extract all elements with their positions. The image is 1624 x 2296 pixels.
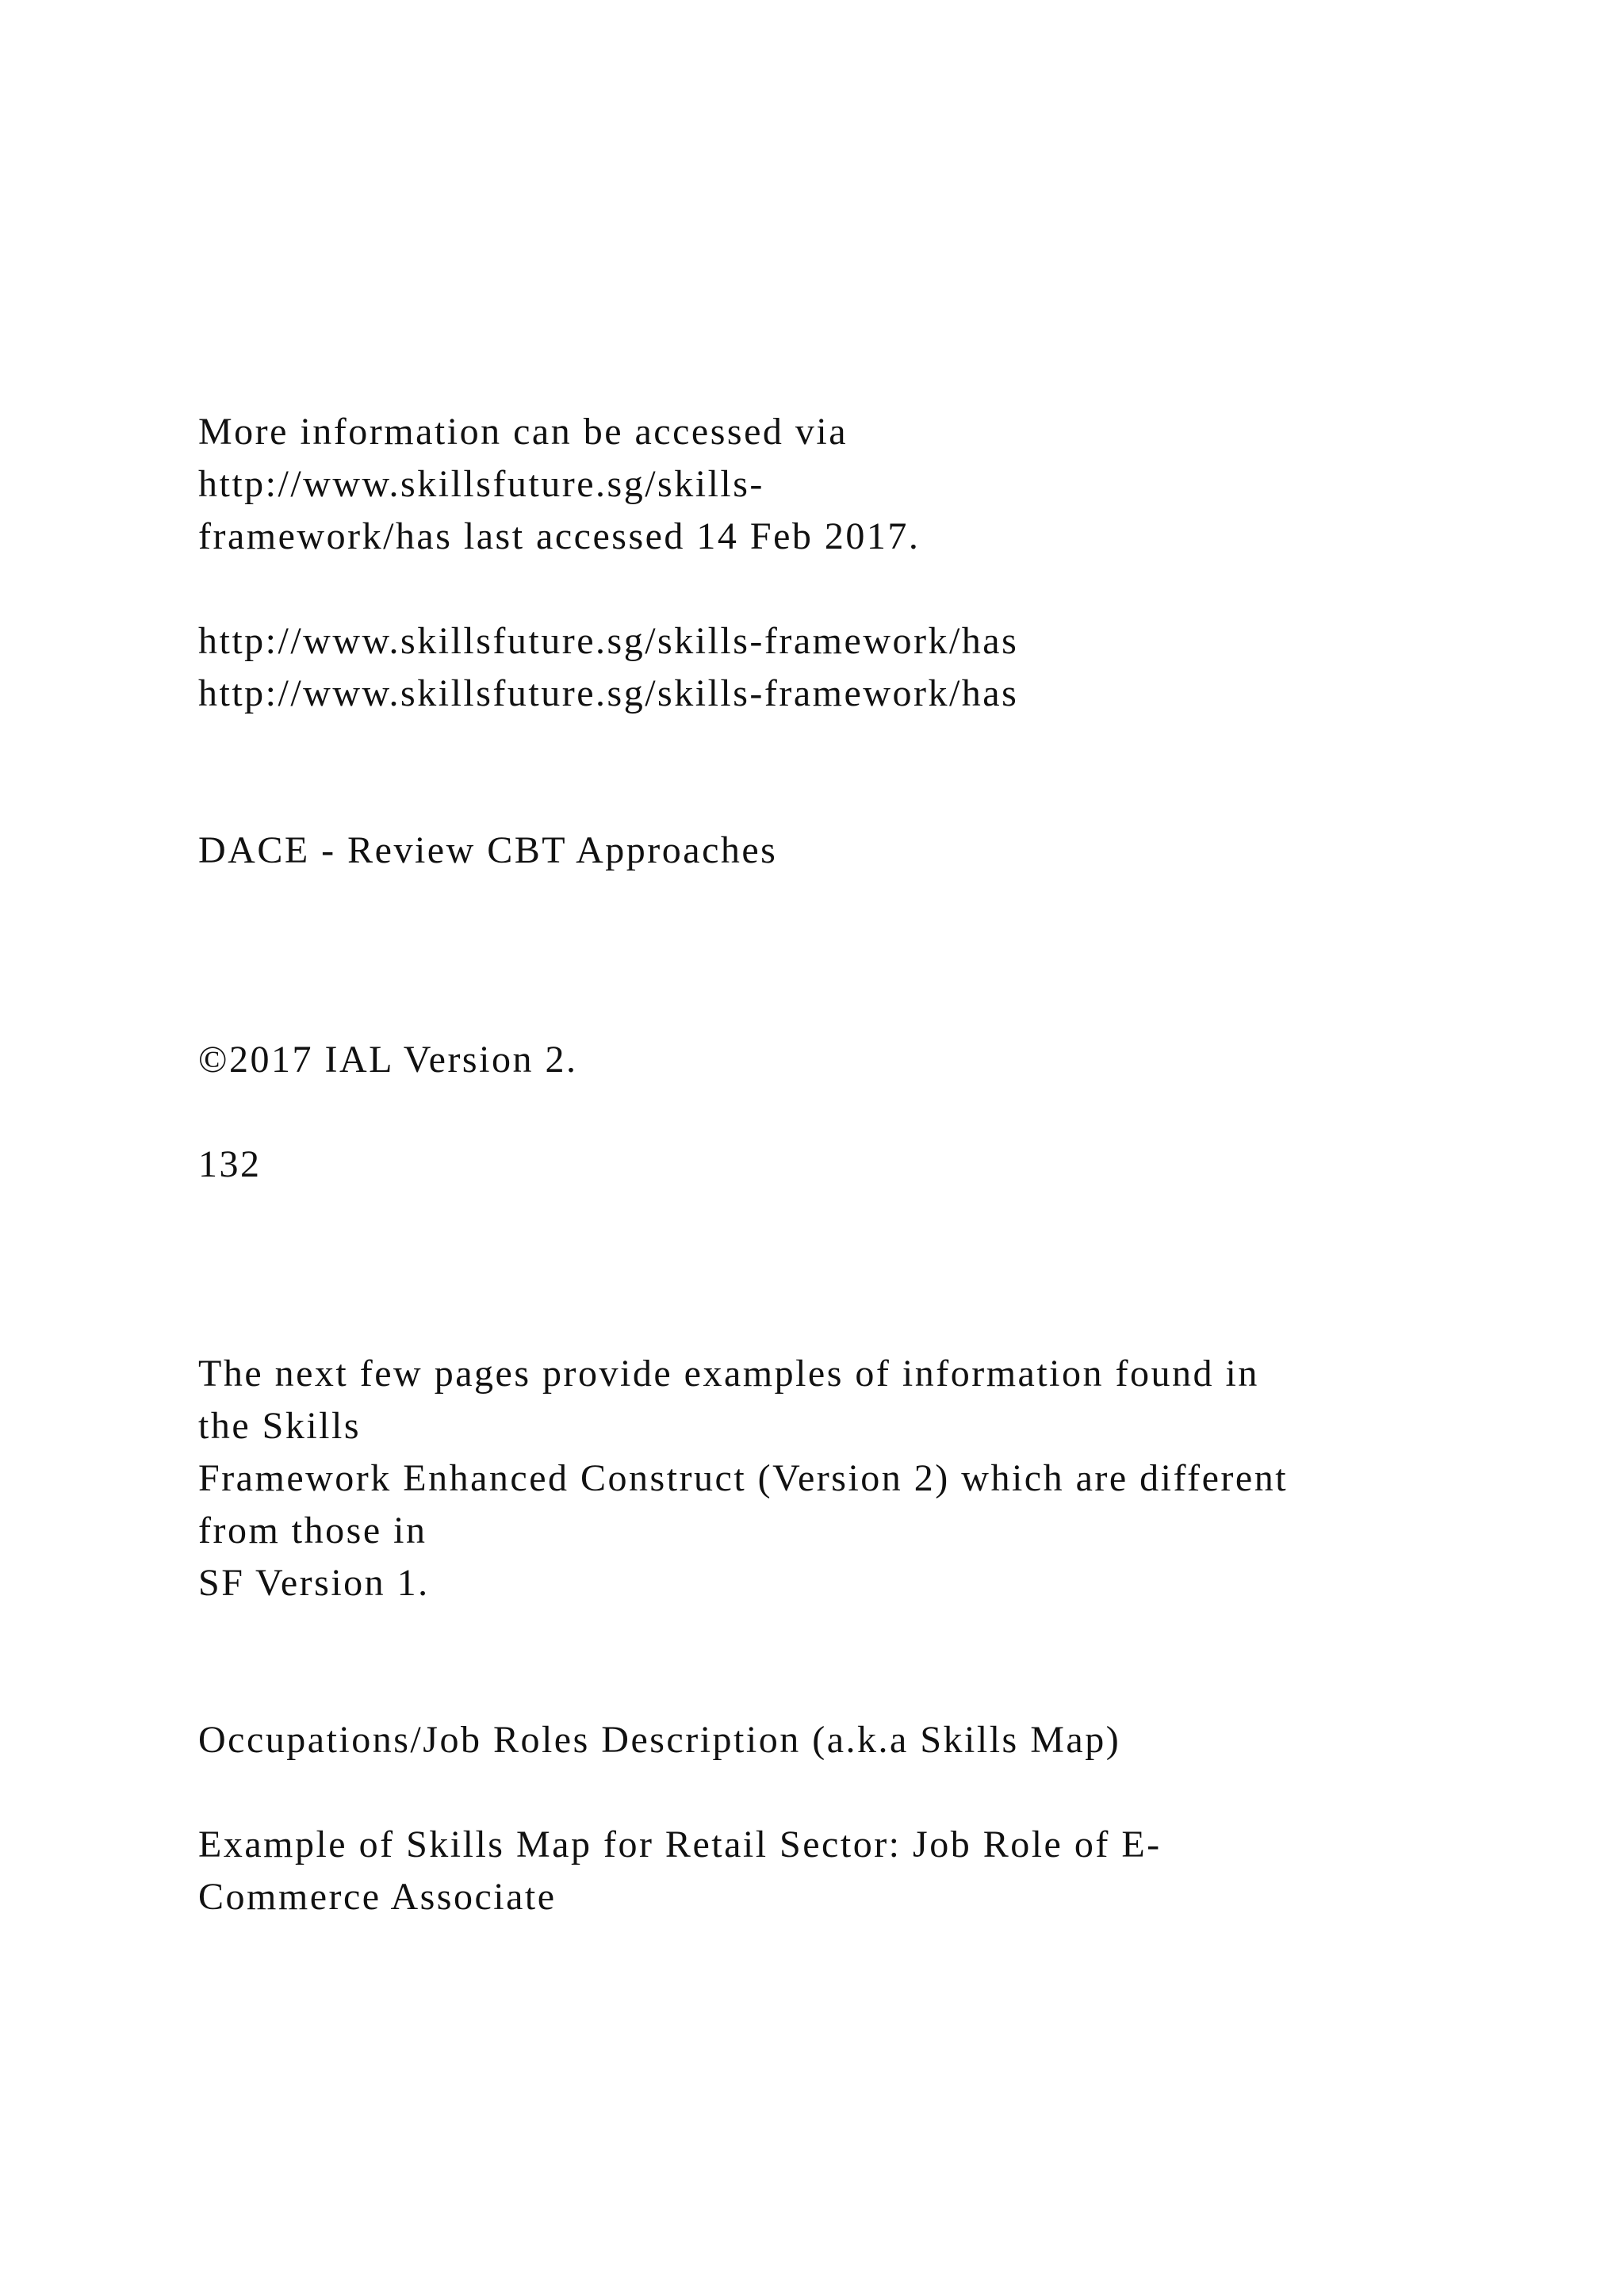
example-line-1: Example of Skills Map for Retail Sector: Job Role of E- bbox=[198, 1823, 1162, 1866]
page-number: 132 bbox=[198, 1143, 262, 1185]
more-info-line-1: More information can be accessed via bbox=[198, 411, 848, 453]
example-line-2: Commerce Associate bbox=[198, 1876, 557, 1918]
paragraph-line-3: Framework Enhanced Construct (Version 2) which are different bbox=[198, 1457, 1289, 1499]
more-info-line-3: framework/has last accessed 14 Feb 2017. bbox=[198, 515, 921, 557]
copyright-line: ©2017 IAL Version 2. bbox=[198, 1039, 578, 1081]
document-title: DACE - Review CBT Approaches bbox=[198, 829, 778, 871]
more-info-line-2: http://www.skillsfuture.sg/skills- bbox=[198, 463, 764, 505]
section-heading: Occupations/Job Roles Description (a.k.a Skills Map) bbox=[198, 1719, 1121, 1761]
paragraph-line-4: from those in bbox=[198, 1510, 427, 1552]
url-line-2: http://www.skillsfuture.sg/skills-framework/has bbox=[198, 672, 1019, 714]
paragraph-line-1: The next few pages provide examples of information found in bbox=[198, 1353, 1259, 1395]
paragraph-line-2: the Skills bbox=[198, 1405, 362, 1447]
paragraph-line-5: SF Version 1. bbox=[198, 1562, 430, 1604]
url-line-1: http://www.skillsfuture.sg/skills-framework/has bbox=[198, 620, 1019, 662]
